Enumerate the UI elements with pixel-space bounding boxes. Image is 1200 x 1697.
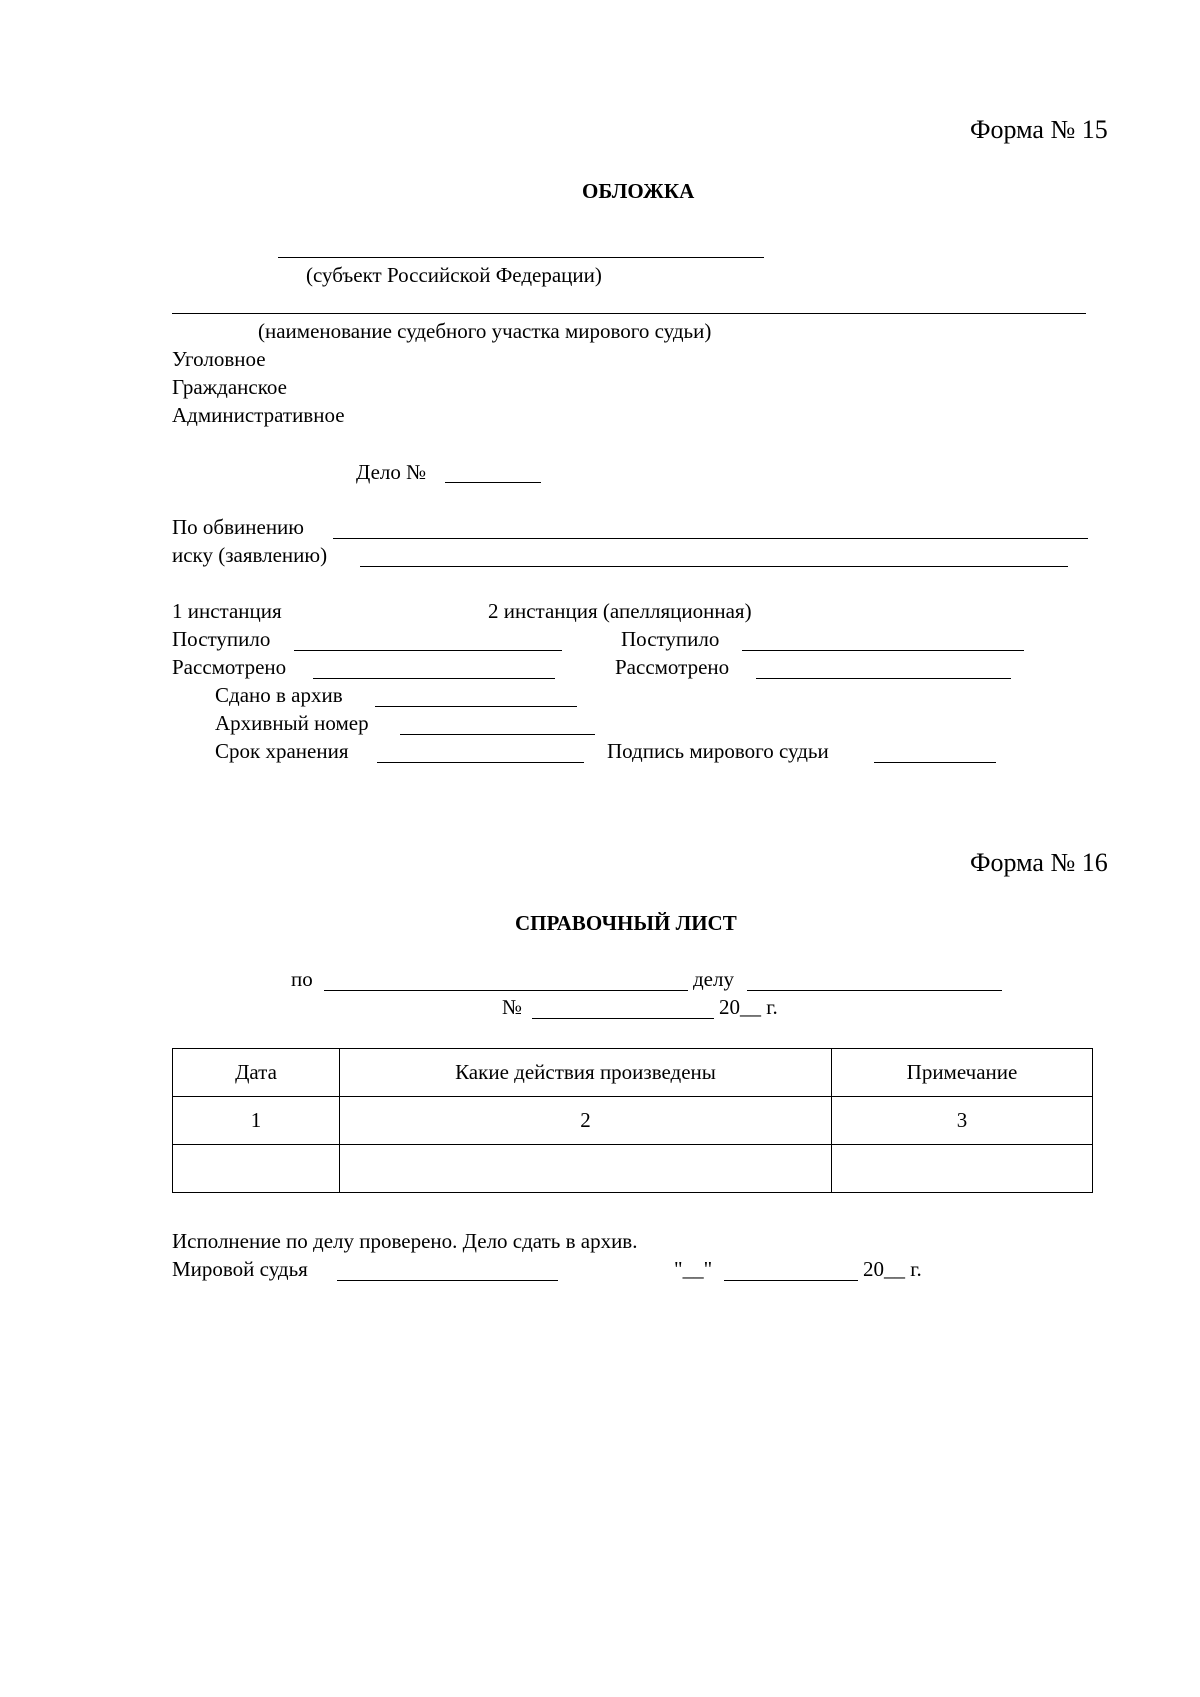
case-type-administrative: Административное [172,403,345,427]
court-line[interactable] [172,313,1086,314]
case-type-civil: Гражданское [172,375,287,399]
reviewed2-line[interactable] [756,678,1011,679]
form16-title: СПРАВОЧНЫЙ ЛИСТ [515,911,737,935]
judge-signature-line[interactable] [874,762,996,763]
case-line[interactable] [747,990,1002,991]
subject-line[interactable] [278,257,764,258]
year-label: 20__ г. [719,995,778,1019]
table-number-row [173,1097,1093,1145]
actions-table [172,1048,1093,1193]
archive-no-label: Архивный номер [215,711,369,735]
archived-line[interactable] [375,706,577,707]
charge-line[interactable] [333,538,1088,539]
case-no-label: Дело № [356,460,427,484]
judge-label: Мировой судья [172,1257,308,1281]
table-number-cell: 3 [832,1097,1093,1145]
archive-no-line[interactable] [400,734,595,735]
table-header-cell: Какие действия произведены [340,1049,832,1097]
reviewed1-label: Рассмотрено [172,655,287,679]
case-type-criminal: Уголовное [172,347,266,371]
case-no-line[interactable] [445,482,541,483]
charge-label: По обвинению [172,515,304,539]
table-header-cell: Дата [173,1049,340,1097]
table-cell[interactable] [340,1145,832,1193]
table-row [173,1145,1093,1193]
retention-label: Срок хранения [215,739,349,763]
footer-text: Исполнение по делу проверено. Дело сдать в архив. [172,1229,638,1253]
table-cell[interactable] [173,1145,340,1193]
reviewed1-line[interactable] [313,678,555,679]
claim-line[interactable] [360,566,1068,567]
judge-line[interactable] [337,1280,558,1281]
case-label: делу [693,967,734,991]
date-year: 20__ г. [863,1257,922,1281]
table-number-cell: 2 [340,1097,832,1145]
form15-title: ОБЛОЖКА [582,179,695,203]
reviewed2-label: Рассмотрено [615,655,730,679]
table-header-row [173,1049,1093,1097]
table-number-cell: 1 [173,1097,340,1145]
instance1-label: 1 инстанция [172,599,282,623]
received1-line[interactable] [294,650,562,651]
no-line[interactable] [532,1018,714,1019]
judge-signature-label: Подпись мирового судьи [607,739,829,763]
received2-label: Поступило [621,627,720,651]
form16-number: Форма № 16 [970,848,1108,877]
by-line[interactable] [324,990,688,991]
date-month-line[interactable] [724,1280,858,1281]
retention-line[interactable] [377,762,584,763]
table-cell[interactable] [832,1145,1093,1193]
form15-number: Форма № 15 [970,115,1108,144]
no-label: № [502,995,523,1019]
archived-label: Сдано в архив [215,683,343,707]
date-quote: "__" [674,1257,713,1281]
subject-caption: (субъект Российской Федерации) [306,263,602,287]
table-header-cell: Примечание [832,1049,1093,1097]
by-label: по [291,967,313,991]
received2-line[interactable] [742,650,1024,651]
claim-label: иску (заявлению) [172,543,328,567]
instance2-label: 2 инстанция (апелляционная) [488,599,752,623]
received1-label: Поступило [172,627,271,651]
court-caption: (наименование судебного участка мирового судьи) [258,319,712,343]
